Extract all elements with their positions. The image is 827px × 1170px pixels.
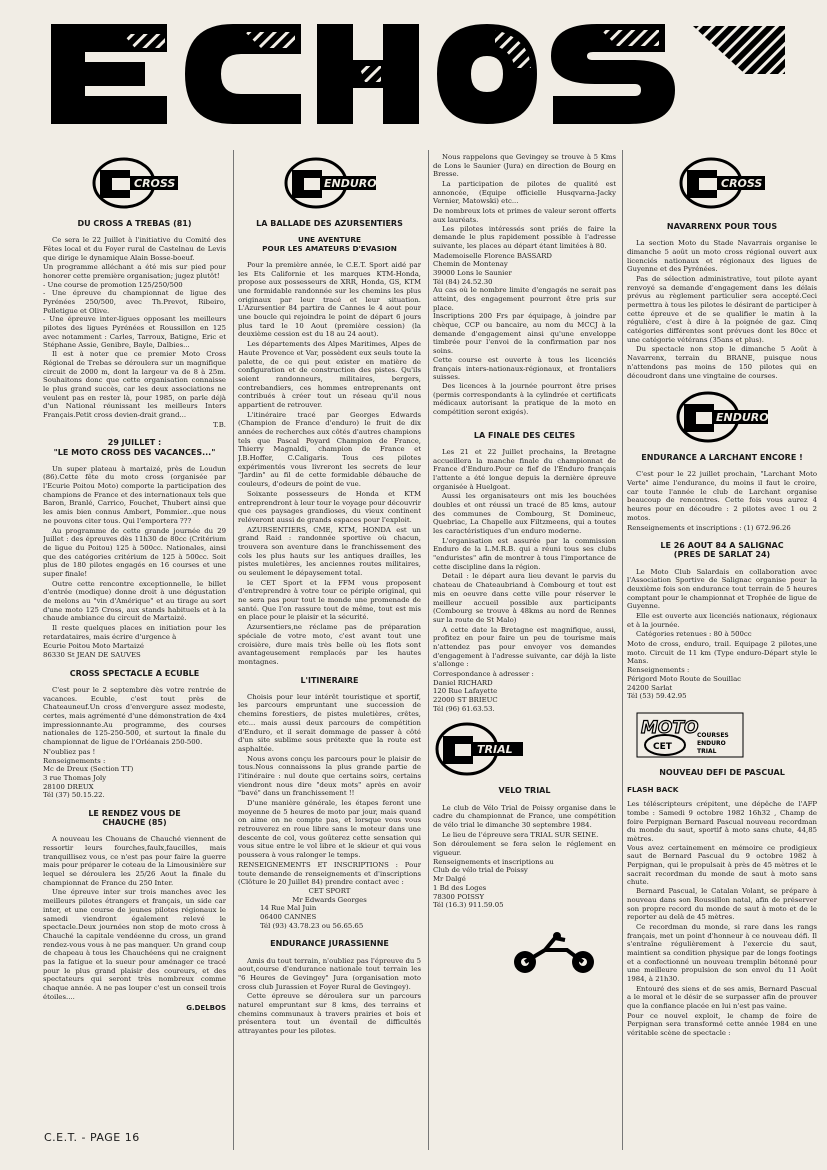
address-line: 39000 Lons le Saunier: [433, 268, 512, 277]
letter-c: [185, 24, 301, 124]
paragraph: Cette épreuve se déroulera sur un parcours naturel empruntant sur 8 kms, des terrains et chemins communaux à travers prairies et bois et présentera tout un éventail de difficultés attrayantes pour les pilotes.: [238, 992, 421, 1036]
address-line: Périgord Moto Route de Souillac: [627, 674, 742, 683]
paragraph: Les 21 et 22 Juillet prochains, la Bretagne accueillera la manche finale du championnat de France d'Enduro.Pour ce fief de l'Enduro français l'attente a été longue depuis la dernière épreuve organisée à Huelgoat.: [433, 447, 616, 491]
page-footer: C.E.T. - PAGE 16: [44, 1131, 140, 1144]
cet-enduro-logo: [674, 390, 770, 444]
trial-label: TRIAL: [477, 743, 513, 757]
column-rule: [233, 150, 234, 1150]
headline-line: POUR LES AMATEURS D'EVASION: [262, 243, 397, 253]
headline-endurance-jurassienne: ENDURANCE JURASSIENNE: [270, 939, 389, 949]
letter-h: [317, 24, 419, 124]
moto-tag-courses: COURSES: [697, 731, 729, 739]
headline-finale-celtes: LA FINALE DES CELTES: [473, 430, 576, 440]
column-2: [238, 153, 421, 1148]
cet-trial-logo: [433, 721, 525, 777]
paragraph: De nombreux lots et primes de valeur seront offerts aux lauréats.: [433, 207, 616, 224]
address-line: Chemin de Montenay: [433, 260, 508, 269]
headline-larchant: ENDURANCE A LARCHANT ENCORE !: [641, 453, 803, 463]
subheadline-aventure: [240, 236, 419, 253]
paragraph: Pour la première année, le C.E.T. Sport aidé par les Ets Californie et les marques KTM-Honda, propose aux possesseurs de XRR, Honda, GS, KTM une formidable randonnée sur les chemins les plus originaux par leur tracé et leur situation. L'Azursentier 84 partira de Cannes le 4 aout pour une boucle qui rejoindra le point de départ 6 jours plus tard le 10 Aout (première cession) (la deuxième cession est du 18 au 24 aout).: [238, 260, 421, 339]
paragraph: Des licences à la journée pourront être prises (permis correspondants à la cylindrée et certificats médicaux autorisant la pratique de la moto en compétition seront exigés).: [433, 381, 616, 416]
column-1: [43, 153, 226, 1148]
headline-line: 29 JUILLET :: [107, 438, 162, 448]
cet-enduro-logo: [282, 156, 378, 210]
address-line: 14 Rue Mal Juin: [260, 904, 317, 913]
paragraph: Les départements des Alpes Maritimes, Alpes de Haute Provence et Var, possèdent eux seuls toute la palette, de ce qui peut exister en matière de configuration et de construction des pistes. Qu'ils soient randonneurs, militaires, bergers, contrebandiers, ces hommes entreprenants ont contribués à créer tout un réseau qu'il nous appartient de retrouver.: [238, 340, 421, 409]
paragraph: Le Moto Club Salardais en collaboration avec l'Association Sportive de Salignac organise pour la deuxième fois son endurance tout terrain de 5 heures comptant pour le championnat et Trophée de ligue de Guyenne.: [627, 567, 817, 611]
paragraph: le CET Sport et la FFM vous proposent d'entreprendre à votre tour ce périple original, qui ne sera pas pour tout le monde une promenade de santé. Que l'on rassure tout de même, tout est mis en place pour le plaisir et la sécurité.: [238, 578, 421, 622]
signature: T.B.: [212, 420, 226, 429]
address-line: Tél (93) 43.78.23 ou 56.65.65: [260, 921, 364, 930]
paragraph: Ce sera le 22 Juillet à l'initiative du Comité des Fêtes local et du Foyer rural de Castelnau de Levis que dirige le dynamique Alain Bosse-boeuf.: [43, 236, 226, 262]
paragraph: Le club de Vélo Trial de Poissy organise dans le cadre du championnat de France, une compétition de vélo trial le dimanche 30 septembre 1984.: [433, 803, 616, 829]
paragraph: Inscriptions 200 Frs par équipage, à joindre par chèque, CCP ou bancaire, au nom du MCCJ à la demande d'engagement ainsi qu'une enveloppe timbrée pour l'envoi de la confirmation par nos soins.: [433, 312, 616, 356]
paragraph: Les pilotes intéressés sont priés de faire la demande le plus rapidement possible à l'adresse suivante, les places au départ étant limitées à 80.: [433, 224, 616, 250]
paragraph: Du spectacle non stop le dimanche 5 Août à Navarrenx, terrain du BRANE, puisque nous n'attendons pas moins de 150 pilotes qui en découdront dans une vingtaine de courses.: [627, 345, 817, 380]
headline-line: "LE MOTO CROSS DES VACANCES...": [53, 447, 216, 457]
column-rule: [428, 150, 429, 1150]
headline-line: LE 26 AOUT 84 A SALIGNAC: [660, 541, 784, 551]
address-line: 78300 POISSY: [433, 892, 484, 901]
paragraph: Les téléscripteurs crépitent, une dépêche de l'AFP tombe : Samedi 9 octobre 1982 16h32 , Champ de foire Perpignan Bernard Pascual nouveau recordman du monde du saut, sportif à moto sans chute, 44,85 mètres.: [627, 800, 817, 843]
paragraph: A nouveau les Chouans de Chauché viennent de ressortir leurs fourches,faulx,faucilles, mais tranquillisez vous, ce n'est pas pour faire la guerre mais pour préparer le coteau de la Limousinière sur lequel se déroulera les 25/26 Aout la finale du championnat de France du 250 Inter.: [43, 835, 226, 887]
paragraph: Cette course est ouverte à tous les licenciés français inters-nationaux-régionaux, et frontaliers suisses.: [433, 355, 616, 382]
paragraph: La participation de pilotes de qualité est annoncée, (Equipe officielle Husqvarna-Jacky Vernier, Matowski) etc...: [433, 180, 616, 206]
moto-tag-enduro: ENDURO: [697, 739, 726, 747]
paragraph: Azursentiers,ne réclame pas de préparation spéciale de votre moto, c'est avant tout une croisière, dure mais très belle où les flots sont avantageusement remplacés par les hautes montagnes.: [238, 623, 421, 666]
paragraph: N'oubliez pas !: [43, 747, 96, 756]
paragraph: L'organisation est assurée par la commission Enduro de la L.M.R.B. qui a réuni tous ses clubs "enduristes" afin de montrer à tous l'importance de cette discipline dans la région.: [433, 536, 616, 571]
headline-cross-ecuble: CROSS SPECTACLE A ECUBLE: [69, 668, 200, 678]
letter-o: [437, 24, 537, 124]
address-line: Tél (84) 24.52.30: [433, 277, 493, 286]
address-line: 22000 ST BRIEUC: [433, 696, 498, 705]
paragraph: La section Moto du Stade Navarrais organise le dimanche 5 août un moto cross régional ouvert aux licenciés nationaux et régionaux des ligues de Guyenne et des Pyrénées.: [627, 239, 817, 274]
paragraph: Aussi les organisateurs ont mis les bouchées doubles et ont réussi un tracé de 85 kms, autour des communes de Combourg, St Domineuc, Quebriac, La Chapelle aux Filtzmeens, qui a toutes les caractéristiques d'un enduro moderne.: [433, 492, 616, 535]
paragraph: AZURSENTIERS, CME, KTM, HONDA est un grand Raid : randonnée sportive où chacun, trouvera son aventure dans le franchissement des cols les plus hauts sur les antiques drailles, les pistes muletières, les anciennes routes militaires, ou seulement le dépaysement total.: [238, 525, 421, 578]
headline-chauche: [45, 809, 224, 827]
paragraph: Amis du tout terrain, n'oubliez pas l'épreuve du 5 aout,course d'endurance nationale tout terrain les "6 Heures de Gevingey" Jura (organisation moto cross club Jurassien et Foyer Rural de Gevingey).: [238, 956, 421, 991]
paragraph: Un super plateau à martaizé, près de Loudun (86).Cette fête du moto cross (organisée par l'Ecurie Poitou Moto) comporte la participation des champions de France et des internationaux tels que Baron, Branlé, Carrico, Fouchet, Thubert ainsi que les amis bien connus Ambert, Pommier...que nous ne pouvons citer tous. Qui l'emportera ???: [43, 464, 226, 525]
paragraph: Renseignements :: [627, 666, 690, 675]
stripe-decoration: [693, 26, 785, 74]
address-line: 24200 Sarlat: [627, 683, 673, 692]
cross-label: CROSS: [721, 177, 763, 190]
moto-label: MOTO: [641, 717, 699, 738]
paragraph: Un programme alléchant a été mis sur pied pour honorer cette première organisation; jugez plutôt!: [43, 263, 226, 280]
signature: G.DELBOS: [186, 1004, 226, 1013]
paragraph: Pas de sélection administrative, tout pilote ayant renvoyé sa demande d'engagement dans les délais prévus au règlement particulier sera accepté.Ceci permettra à tous les pilotes le désirant de participer à cette épreuve et de se qualifier le matin à la régulière, c'est à dire à la poignée de gaz. Cinq catégories différentes sont prévues dont les 80cc et une catégorie vétérans (35ans et plus).: [627, 274, 817, 344]
paragraph: Son déroulement se fera selon le réglement en vigueur.: [433, 840, 616, 858]
enduro-label: ENDURO: [323, 177, 377, 190]
paragraph: Nous avons conçu les parcours pour le plaisir de tous.Nous connaissons la plus grande partie de l'itinéraire : nul doute que certains soirs, certains viendront nous dire "deux mots" après en avoir "bavé" dans un franchissement !!: [238, 754, 421, 798]
address-line: CET SPORT: [308, 886, 351, 895]
paragraph: D'une manière générale, les étapes feront une moyenne de 5 heures de moto par jour, mais quand on aime on ne compte pas, et lorsque vous vous retrouverez en roue libre sans le moteur dans une descente de col, vous goûterez cette sensation qui vous situe entre le vol libre et le skieur et qui vous poussera à vous ralonger le temps.: [238, 799, 421, 860]
address-line: Tél (16.3) 911.59.05: [433, 901, 504, 910]
paragraph: Ce recordman du monde, si rare dans les rangs français, met un point d'honneur à ce nouveau défi. Il s'entraîne régulièrement à l'exercie du saut, maintient sa condition physique par de longs footings et a confectionné un nouveau tremplin bétonné pour une meilleure propulsion de son envol du 11 Août 1984, à 21h30.: [627, 922, 817, 983]
enduro-label: ENDURO: [716, 411, 769, 425]
address-line: Ecurie Poitou Moto Martaizé: [43, 642, 144, 651]
paragraph: - Une course de promotion 125/250/500: [43, 280, 183, 289]
headline-defi-pascual: NOUVEAU DEFI DE PASCUAL: [659, 767, 785, 777]
paragraph: Detail : le départ aura lieu devant le parvis du chateau de Chateaubriand à Combourg et tout est mis en oeuvre dans cette ville pour réserver le meilleur accueil possible aux participants (Combourg se trouve à 48kms au nord de Rennes sur la route de St Malo): [433, 572, 616, 624]
column-4: [627, 153, 817, 1148]
address-line: Mr Dalgé: [433, 875, 466, 884]
letter-s: [551, 24, 675, 124]
headline-line: LE RENDEZ VOUS DE: [88, 808, 181, 818]
address-line: 1 Bd des Loges: [433, 883, 487, 892]
paragraph: Nous rappelons que Gevingey se trouve à 5 Kms de Lons le Saunier (Jura) en direction de Bourg en Bresse.: [433, 153, 616, 179]
column-rule: [622, 150, 623, 1150]
paragraph: Le lieu de l'épreuve sera TRIAL SUR SEINE.: [442, 830, 599, 839]
paragraph: - Une épreuve inter-ligues opposant les meilleurs pilotes des ligues Pyrénées et Roussillon en 125 avec notamment : Carles, Tarroux, Batigne, Eric et Stéphane Assie, Genibre, Bayle, Dalbies...: [43, 315, 226, 350]
headline-cross-trebas: DU CROSS A TREBAS (81): [77, 219, 192, 228]
column-3: [433, 153, 616, 1148]
headline-navarrenx: NAVARRENX POUR TOUS: [666, 222, 778, 231]
paragraph: Il reste quelques places en initiation pour les retardataires, mais écrire d'urgence à: [43, 624, 226, 641]
paragraph: C'est pour le 2 septembre dès votre rentrée de vacances. Ecuble, c'est tout près de Chateauneuf.Un cross d'envergure assez modeste, certes, mais agrémenté d'une démonstration de 4x4 impressionnante.Au programme, des courses nationales de 125-250-500, et surtout la finale du championnat de ligue de l'Orléanais 250-500.: [43, 686, 226, 747]
paragraph: Une épreuve inter sur trois manches avec les meilleurs pilotes étrangers et français, un side car inter, et une course de jeunes pilotes régionaux le samedi viendront également relevé le spectacle.Deux journées non stop de moto cross à Chauché la capitale vendéenne du cross, un grand rendez-vous vous à ne pas manquer. Un grand coup de chapeau à tous les Chauchéens qui ne craignent pas la fatigue et la sueur pour aménager ce tracé pour le plus grand plaisir des coureurs, et des spectateurs qui seront très nombreux comme chaque année. A ne pas louper c'est un conseil trois étoiles....: [43, 888, 226, 1001]
cet-cross-logo: [90, 156, 180, 210]
headline-salignac: [629, 541, 815, 559]
headline-azursentiers: LA BALLADE DES AZURSENTIERS: [256, 219, 403, 228]
address-line: Mc de Dreux (Section TT): [43, 765, 134, 774]
subheadline-flash-back: FLASH BACK: [627, 785, 679, 795]
paragraph: Renseignements :: [43, 756, 106, 765]
address-line: Tél (37) 50.15.22.: [43, 791, 105, 800]
headline-itineraire: L'ITINERAIRE: [300, 675, 359, 685]
trial-bike-illustration: [505, 930, 605, 976]
paragraph: Vous avez certainement en mémoire ce prodigieux saut de Bernard Pascual du 9 octobre 1982 à Perpignan, qui le propulsait à près de 45 mètres et le sacrait recordman du monde de saut à moto sans chute.: [627, 843, 817, 887]
address-line: 3 rue Thomas Joly: [43, 773, 107, 782]
address-line: Daniel RICHARD: [433, 678, 493, 687]
address-line: 06400 CANNES: [260, 912, 317, 921]
paragraph: Correspondance à adresser :: [433, 670, 534, 678]
headline-line: CHAUCHE (85): [102, 818, 167, 828]
paragraph: Catégories retenues : 80 à 500cc: [636, 630, 752, 639]
address-line: Tél (53) 59.42.95: [627, 692, 687, 701]
paragraph: Soixante possesseurs de Honda et KTM entreprendront à leur tour le voyage pour découvrir que ces paysages grandioses, du vieux continent reléveront aussi de grands espaces pour l'exploit.: [238, 489, 421, 524]
paragraph: L'itinéraire tracé par Georges Edwards (Champion de France d'enduro) le fruit de dix années de recherches aux côtés d'autres champions tels que Pascal Poyard Champion de France, Thierry Magnaldi, champion de France et J.B.Hoffer, C.Caligaris. Tous ces pilotes expérimentés vous livreront les secrets de leur "Jardin" au fil de cette formidable débauche de couleurs, d'odeurs de point de vue.: [238, 410, 421, 489]
paragraph: Au cas où le nombre limite d'engagés ne serait pas atteint, des engagement pourront être pris sur place.: [433, 286, 616, 312]
paragraph: Choisis pour leur intérêt touristique et sportif, les parcours empruntant une succession de chemins forestiers, de pistes muletières, crêtes, etc... mais aussi deux parcours de compétition d'Enduro, et il serait dommage de passer à côté d'un site sublime sous prétexte que la route est asphaltée.: [238, 692, 421, 753]
paragraph: Outre cette rencontre exceptionnelle, le billet d'entrée (modique) donne droit à une dégustation de melons au "vin d'Amérique" et au tirage au sort d'une moto 125 Cross, aux stands habituels et à la chaude ambiance du circuit de Martaizé.: [43, 579, 226, 623]
paragraph: Au programme de cette grande journée du 29 Juillet : des épreuves dès 11h30 de 80cc (Critérium de ligue du Poitou) 125 à 500cc. Nationales, ainsi que des catégories critérium de 125 à 500cc. Soit plus de 180 pilotes engagés en 16 courses et une super finale!: [43, 526, 226, 578]
cet-cross-logo: [677, 156, 767, 210]
cet-label: CET: [653, 741, 672, 752]
paragraph: Moto de cross, enduro, trail. Equipage 2 pilotes,une moto. Circuit de 11 km (Type enduro-Départ style le Mans.: [627, 640, 817, 666]
paragraph: Il est à noter que ce premier Moto Cross Régional de Trebas se déroulera sur un magnifique circuit de 2000 m, dont la largeur va de 8 à 25m. Souhaitons donc que cette organisation connaisse le plus grand succès, car les deux associations ne veulent pas en rester là, pour 1985, on parle déjà d'un National réunissant les meilleurs Inters Français.Petit cross devien-drait grand...: [43, 350, 226, 419]
paragraph: C'est pour le 22 juillet prochain, "Larchant Moto Verte" aime l'endurance, du moins il faut le croire, car toute l'année le club de Larchant organise beaucoup de rencontres. Cette fois vous aurez 4 heures pour en découdre : 2 pilotes avec 1 ou 2 motos.: [627, 470, 817, 522]
paragraph: - Une épreuve du championnat de ligue des Pyrénées 250/500, avec Th.Prevot, Ribeiro, Pelletigue et Olive.: [43, 289, 226, 315]
address-line: 120 Rue Lafayette: [433, 687, 498, 696]
paragraph: A cette date la Bretagne est magnifique, aussi, profitez en pour faire un peu de tourisme mais n'attendez pas pour envoyer vos demandes d'engagement à l'adresse suivante, car déjà la liste s'allonge :: [433, 625, 616, 669]
address-line: Mr Edwards Georges: [292, 895, 367, 904]
paragraph: Bernard Pascual, le Catalan Volant, se prépare à nouveau dans son Roussillon natal, afin de préserver son propre record du monde de saut à moto et de le reporter au delà de 45 mètres.: [627, 887, 817, 922]
address-line: Mademoiselle Florence BASSARD: [433, 251, 552, 260]
headline-29-juillet: [45, 438, 224, 456]
paragraph: Renseignements et inscriptions au: [433, 857, 554, 866]
letter-e: [51, 24, 167, 124]
headline-line: UNE AVENTURE: [298, 235, 361, 245]
paragraph: Entouré des siens et de ses amis, Bernard Pascual a le moral et le désir de se surpasser afin de prouver que la confiance placée en lui n'est pas vaine.: [627, 984, 817, 1011]
masthead-echos: [45, 18, 790, 130]
address-line: 86330 St JEAN DE SAUVES: [43, 651, 141, 660]
headline-velo-trial: VELO TRIAL: [498, 786, 551, 796]
moto-tag-trial: TRIAL: [697, 747, 717, 755]
address-line: Tél (96) 61.63.53.: [433, 704, 495, 713]
paragraph: Renseignements et inscriptions : (1) 672.96.26: [627, 523, 791, 532]
paragraph: Pour ce nouvel exploit, le champ de foire de Perpignan sera transformé cette année 1984 en une véritable scène de spectacle :: [627, 1011, 817, 1038]
paragraph: Elle est ouverte aux licenciés nationaux, régionaux et à la journée.: [627, 612, 817, 629]
moto-cet-logo: [635, 711, 745, 759]
address-line: 28100 DREUX: [43, 782, 94, 791]
headline-line: (PRES DE SARLAT 24): [673, 550, 771, 560]
paragraph: RENSEIGNEMENTS ET INSCRIPTIONS : Pour toute demande de renseignements et d'inscriptions (Clôture le 20 Juillet 84) prendre contact avec :: [238, 860, 421, 887]
cross-label: CROSS: [133, 177, 175, 190]
address-line: Club de vélo trial de Poissy: [433, 866, 528, 875]
